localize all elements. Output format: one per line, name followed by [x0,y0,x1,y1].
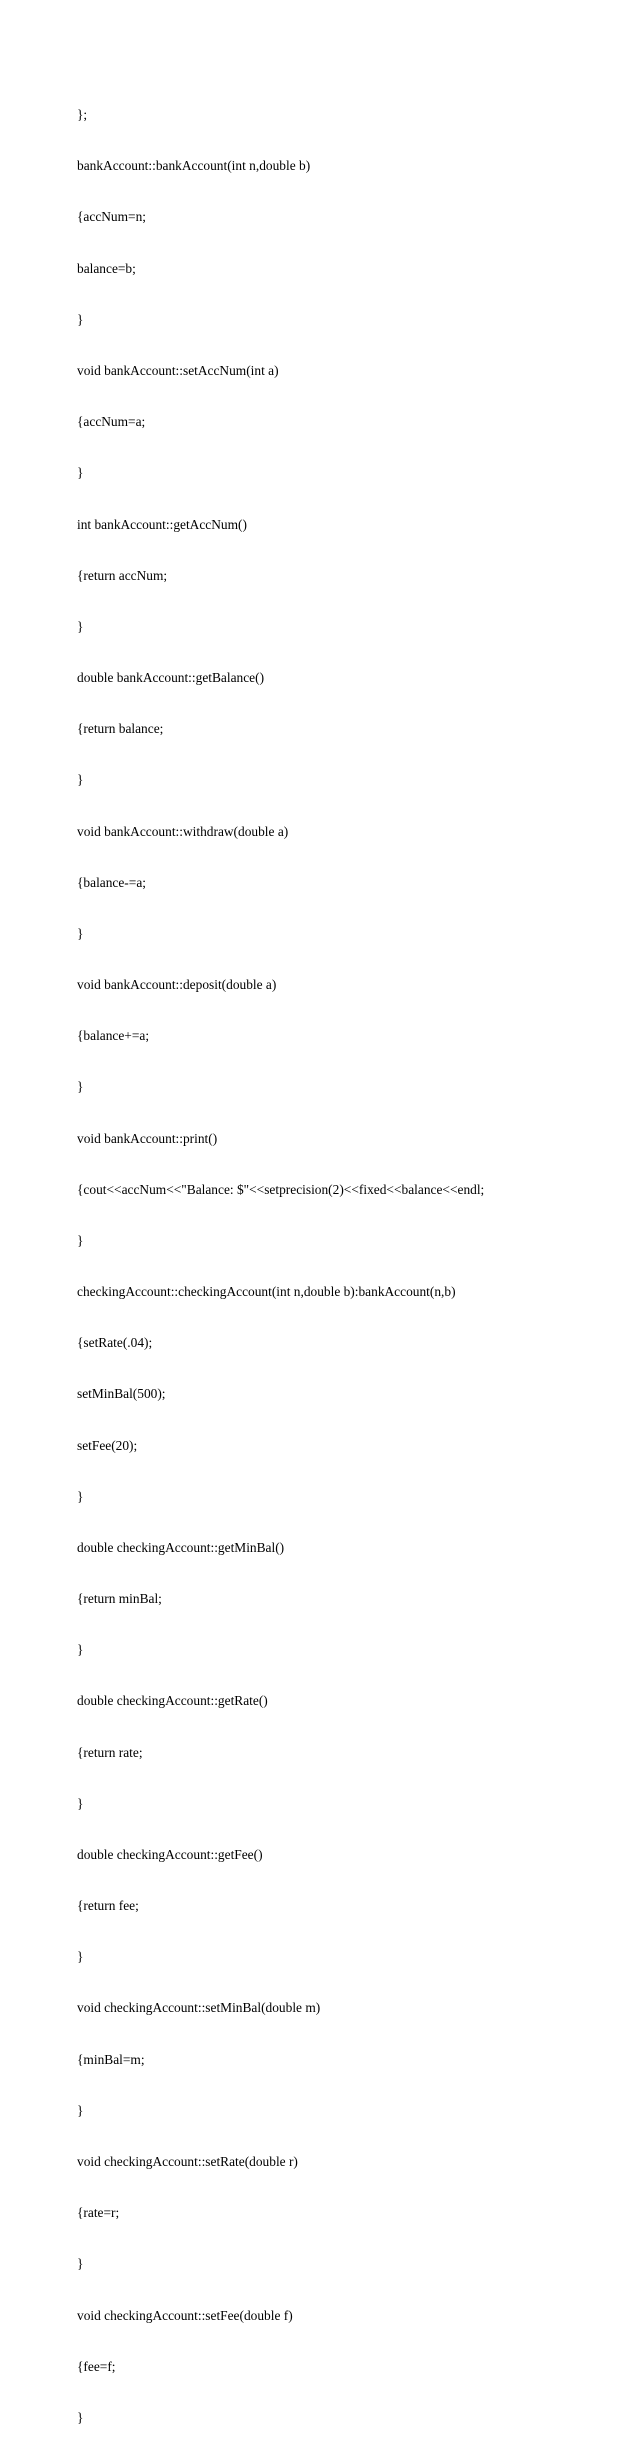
code-line: double checkingAccount::getMinBal() [77,1539,285,1555]
code-line: double checkingAccount::getFee() [77,1846,263,1862]
code-line: } [77,925,84,941]
code-line: void bankAccount::deposit(double a) [77,977,277,993]
code-line: } [77,2409,84,2425]
code-line: } [77,311,84,327]
code-listing [77,72,484,2460]
code-line: } [77,618,84,634]
code-line: setFee(20); [77,1437,138,1453]
code-line: {return balance; [77,721,164,737]
code-line: } [77,772,84,788]
code-line: } [77,1232,84,1248]
code-line: } [77,2102,84,2118]
code-line: } [77,1642,84,1658]
code-line: {return accNum; [77,567,168,583]
code-line: {cout<<accNum<<"Balance: $"<<setprecision(2)<<fixed<<balance<<endl; [77,1181,485,1197]
code-line: } [77,1949,84,1965]
code-line: {rate=r; [77,2205,120,2221]
code-line: setMinBal(500); [77,1386,166,1402]
code-line: {minBal=m; [77,2051,145,2067]
code-line: void checkingAccount::setFee(double f) [77,2307,293,2323]
code-line: } [77,1795,84,1811]
code-line: void bankAccount::withdraw(double a) [77,823,289,839]
code-line: balance=b; [77,260,136,276]
code-line: void bankAccount::setAccNum(int a) [77,362,279,378]
code-line: {return minBal; [77,1591,162,1607]
code-line: {accNum=n; [77,209,147,225]
code-line: } [77,1079,84,1095]
code-line: {return rate; [77,1744,143,1760]
code-line: } [77,2256,84,2272]
code-line: int bankAccount::getAccNum() [77,516,247,532]
code-line: {balance+=a; [77,1028,150,1044]
code-line: } [77,465,84,481]
code-line: void checkingAccount::setMinBal(double m) [77,2000,321,2016]
code-line: checkingAccount::checkingAccount(int n,double b):bankAccount(n,b) [77,1284,456,1300]
code-line: double bankAccount::getBalance() [77,670,265,686]
code-line: {fee=f; [77,2358,116,2374]
code-line: double checkingAccount::getRate() [77,1693,268,1709]
code-line: {accNum=a; [77,414,146,430]
code-line: {setRate(.04); [77,1335,153,1351]
code-line: bankAccount::bankAccount(int n,double b) [77,158,311,174]
code-line: }; [77,107,88,123]
code-line: {balance-=a; [77,874,146,890]
code-line: } [77,1488,84,1504]
code-line: void bankAccount::print() [77,1130,218,1146]
code-line: {return fee; [77,1898,139,1914]
code-line: void checkingAccount::setRate(double r) [77,2154,298,2169]
